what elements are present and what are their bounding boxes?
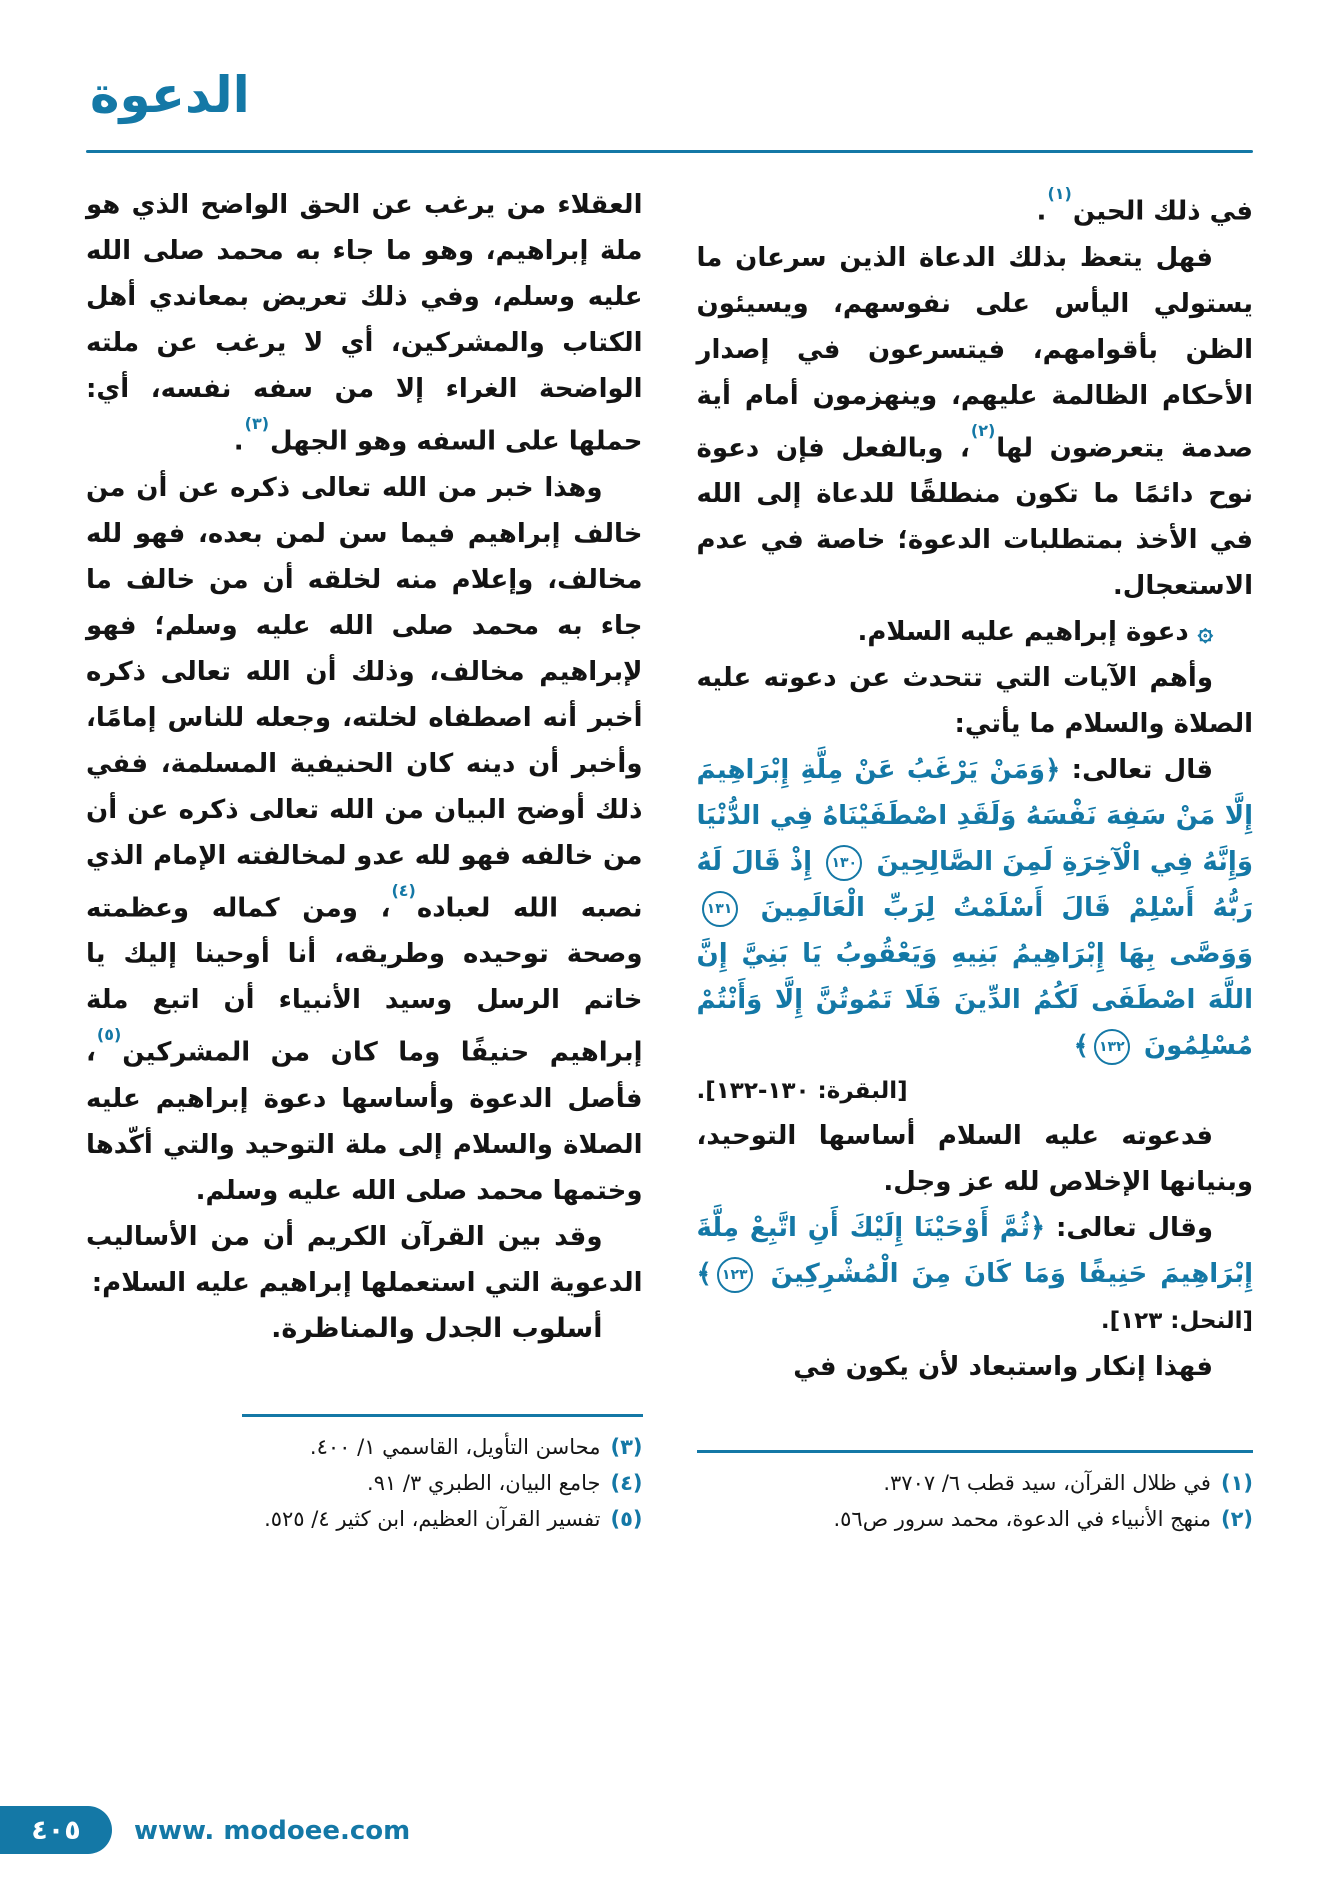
paragraph-body: في ذلك الحين$^{(١)}$. — [1036, 184, 1253, 227]
text-columns — [86, 182, 1253, 1537]
page-number: ٤٠٥ — [31, 1814, 81, 1846]
paragraph-body: فهذا إنكار واستبعاد لأن يكون في — [793, 1352, 1213, 1383]
paragraph-boldline: أسلوب الجدل والمناظرة. — [271, 1312, 603, 1344]
footnote — [697, 1465, 1254, 1501]
paragraph-quran — [697, 1205, 1254, 1344]
footnote-marker: (٤) — [391, 880, 416, 900]
footnote-number: (٤) — [610, 1471, 643, 1495]
footnote-number: (٥) — [610, 1507, 643, 1531]
footnote-separator — [697, 1450, 1254, 1453]
footnote-marker: (١) — [1047, 184, 1072, 203]
footnote-text: منهج الأنبياء في الدعوة، محمد سرور ص٥٦. — [833, 1507, 1211, 1531]
footnote-number: (٣) — [610, 1435, 643, 1459]
footnote-separator — [242, 1414, 643, 1417]
footnote-marker: (٣) — [244, 414, 270, 433]
quote-lead: وقال تعالى: — [1045, 1213, 1213, 1244]
footnotes-right — [697, 1444, 1254, 1537]
paragraph-heading: ۞ دعوة إبراهيم عليه السلام. — [857, 617, 1213, 648]
verse-reference: [النحل: ١٢٣]. — [1100, 1308, 1253, 1335]
footnote-marker: (٥) — [96, 1025, 122, 1045]
column-right-text — [697, 182, 1254, 1390]
ayah-number-ornament: ١٣٢ — [1094, 1029, 1130, 1065]
paragraph-body: العقلاء من يرغب عن الحق الواضح الذي هو ملة إبراهيم، وهو ما جاء به محمد صلى الله عليه وسلم، وفي ذلك تعريض بمعاندي أهل الكتاب والمشركين، أي لا يرغب عن ملته الواضحة الغراء إلا من سفه نفسه، أي: حملها على السفه وهو الجهل$^{(٣)}$. — [86, 190, 643, 457]
page-number-badge — [0, 1806, 112, 1854]
paragraph-body: وقد بين القرآن الكريم أن من الأساليب الدعوية التي استعملها إبراهيم عليه السلام: — [86, 1221, 643, 1298]
footnote — [697, 1501, 1254, 1537]
footnote-number: (٢) — [1220, 1507, 1253, 1531]
verse-reference: [البقرة: ١٣٠-١٣٢]. — [696, 1078, 908, 1105]
website-url: www. modoee.com — [134, 1816, 411, 1846]
rub-el-hizb-ornament: ۞ — [1188, 617, 1213, 648]
footnote-text: محاسن التأويل، القاسمي ١/ ٤٠٠. — [309, 1435, 601, 1459]
ayah-number-ornament: ١٢٣ — [717, 1257, 753, 1293]
footnote-text: في ظلال القرآن، سيد قطب ٦/ ٣٧٠٧. — [883, 1471, 1211, 1495]
footnote — [86, 1429, 643, 1465]
header-rule — [86, 150, 1253, 153]
footnote-list-right — [697, 1465, 1254, 1537]
ayah-number-ornament: ١٣١ — [702, 891, 738, 927]
page-title: الدعوة — [90, 66, 250, 124]
footnote-text: جامع البيان، الطبري ٣/ ٩١. — [367, 1471, 601, 1495]
footnote-list-left — [86, 1429, 643, 1537]
footnote — [86, 1501, 643, 1537]
column-left — [86, 182, 643, 1537]
footnote-number: (١) — [1220, 1471, 1253, 1495]
column-left-text — [86, 182, 643, 1352]
paragraph-body: فدعوته عليه السلام أساسها التوحيد، وبنيانها الإخلاص لله عز وجل. — [696, 1121, 1253, 1198]
quran-verse: ﴿ثُمَّ أَوْحَيْنَا إِلَيْكَ أَنِ اتَّبِعْ مِلَّةَ إِبْرَاهِيمَ حَنِيفًا وَمَا كَانَ مِنَ الْمُشْرِكِينَ ١٢٣﴾ — [697, 1213, 1254, 1289]
quote-lead: قال تعالى: — [1060, 755, 1214, 786]
paragraph-body: وأهم الآيات التي تتحدث عن دعوته عليه الصلاة والسلام ما يأتي: — [696, 663, 1253, 740]
footnotes-left — [86, 1408, 643, 1537]
footnote-text: تفسير القرآن العظيم، ابن كثير ٤/ ٥٢٥. — [264, 1507, 601, 1531]
footnote — [86, 1465, 643, 1501]
ayah-number-ornament: ١٣٠ — [826, 845, 862, 881]
column-right — [697, 182, 1254, 1537]
paragraph-body: وهذا خبر من الله تعالى ذكره عن أن من خالف إبراهيم فيما سن لمن بعده، فهو لله مخالف، وإعلام منه لخلقه أن من خالف ما جاء به محمد صلى الله عليه وسلم؛ فهو لإبراهيم مخالف، وذلك أن الله تعالى ذكره أخبر أنه اصطفاه لخلته، وجعله للناس إمامًا، وأخبر أن دينه كان الحنيفية المسلمة، ففي ذلك أوضح البيان من الله تعالى ذكره عن أن من خالفه فهو لله عدو لمخالفته الإمام الذي نصبه الله لعباده$^{(٤)}$، ومن كماله وعظمته وصحة توحيده وطريقه، أنا أوحينا إليك يا خاتم الرسل وسيد الأنبياء أن اتبع ملة إبراهيم حنيفًا وما كان من المشركين$^{(٥)}$، فأصل الدعوة وأساسها دعوة إبراهيم عليه الصلاة والسلام إلى ملة التوحيد والتي أكّدها وختمها محمد صلى الله عليه وسلم. — [86, 472, 643, 1206]
paragraph-quran — [697, 747, 1254, 1113]
paragraph-body: فهل يتعظ بذلك الدعاة الذين سرعان ما يستولي اليأس على نفوسهم، ويسيئون الظن بأقوامهم، فيتسرعون في إصدار الأحكام الظالمة عليهم، وينهزمون أمام أية صدمة يتعرضون لها$^{(٢)}$، وبالفعل فإن دعوة نوح دائمًا ما تكون منطلقًا للدعاة إلى الله في الأخذ بمتطلبات الدعوة؛ خاصة في عدم الاستعجال. — [696, 242, 1253, 602]
footnote-marker: (٢) — [970, 420, 996, 440]
quran-verse: ﴿وَمَنْ يَرْغَبُ عَنْ مِلَّةِ إِبْرَاهِيمَ إِلَّا مَنْ سَفِهَ نَفْسَهُ وَلَقَدِ اصْطَفَيْنَاهُ فِي الدُّنْيَا وَإِنَّهُ فِي الْآخِرَةِ لَمِنَ الصَّالِحِينَ ١٣٠ إِذْ قَالَ لَهُ رَبُّهُ أَسْلِمْ قَالَ أَسْلَمْتُ لِرَبِّ الْعَالَمِينَ ١٣١ وَوَصَّى بِهَا إِبْرَاهِيمُ بَنِيهِ وَيَعْقُوبُ يَا بَنِيَّ إِنَّ اللَّهَ اصْطَفَى لَكُمُ الدِّينَ فَلَا تَمُوتُنَّ إِلَّا وَأَنْتُمْ مُسْلِمُونَ ١٣٢﴾ — [697, 755, 1254, 1061]
